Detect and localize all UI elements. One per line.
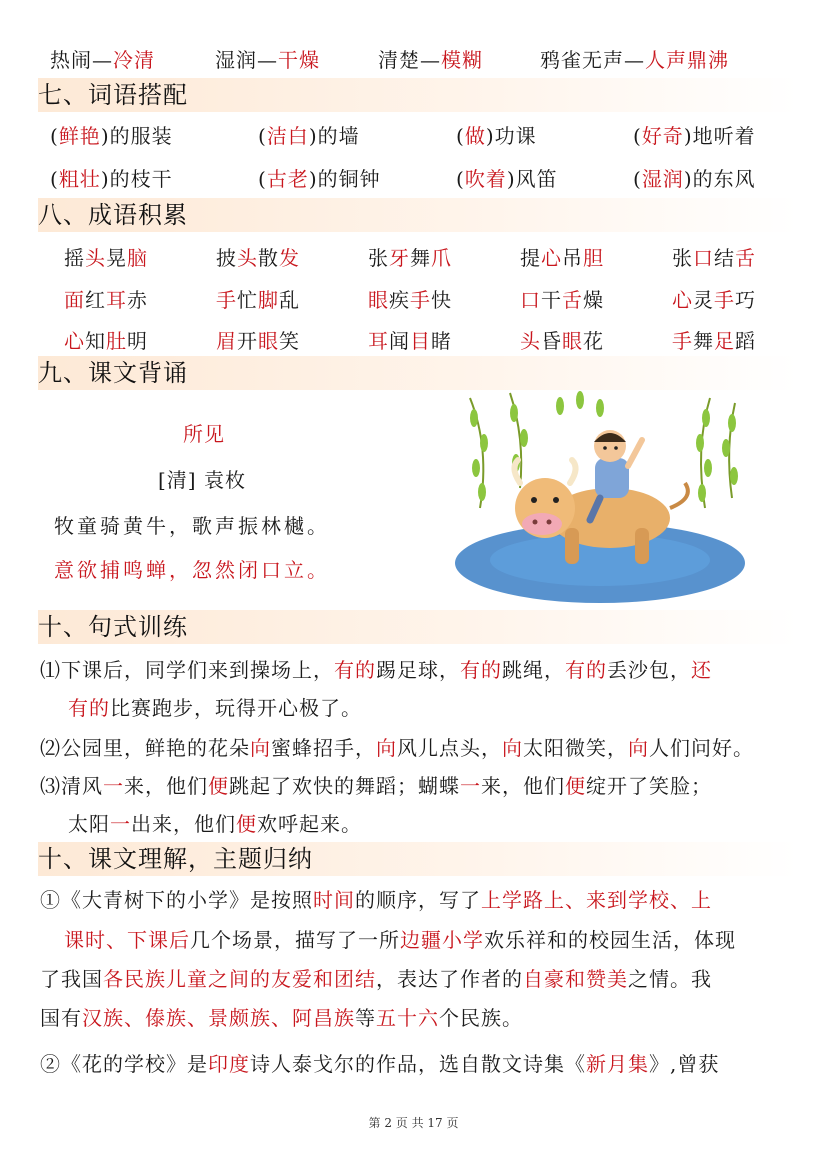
- antonym-pair: 热闹—冷清: [50, 48, 155, 72]
- idiom: 面红耳赤: [64, 288, 148, 312]
- boy-riding-ox-illustration: [450, 388, 750, 608]
- summary-paragraph-1-line: ①《大青树下的小学》是按照时间的顺序，写了上学路上、来到学校、上: [40, 888, 712, 912]
- idiom: 手舞足蹈: [672, 329, 756, 353]
- section-heading-recitation: 九、课文背诵: [38, 356, 798, 390]
- section-heading-sentence-training: 十、句式训练: [38, 610, 798, 644]
- idiom: 提心吊胆: [520, 246, 604, 270]
- idiom: 心知肚明: [64, 329, 148, 353]
- idiom: 张牙舞爪: [368, 246, 452, 270]
- summary-paragraph-1-line: 了我国各民族儿童之间的友爱和团结，表达了作者的自豪和赞美之情。我: [40, 967, 712, 991]
- section-heading-word-collocation: 七、词语搭配: [38, 78, 798, 112]
- antonym-pair: 清楚—模糊: [378, 48, 483, 72]
- idiom: 张口结舌: [672, 246, 756, 270]
- sentence-example-1-cont: 有的比赛跑步，玩得开心极了。: [68, 696, 362, 720]
- antonym-pair: 鸦雀无声—人声鼎沸: [540, 48, 729, 72]
- collocation-item: (洁白)的墙: [258, 124, 360, 148]
- section-heading-text-understanding: 十、课文理解，主题归纳: [38, 842, 798, 876]
- collocation-item: (好奇)地听着: [633, 124, 756, 148]
- idiom: 心灵手巧: [672, 288, 756, 312]
- idiom: 耳闻目睹: [368, 329, 452, 353]
- page-footer: 第 2 页 共 17 页: [368, 1116, 459, 1130]
- sentence-example-3-cont: 太阳一出来，他们便欢呼起来。: [68, 812, 362, 836]
- idiom: 眼疾手快: [368, 288, 452, 312]
- idiom: 摇头晃脑: [64, 246, 148, 270]
- summary-paragraph-1-line: 国有汉族、傣族、景颇族、阿昌族等五十六个民族。: [40, 1006, 523, 1030]
- idiom: 口干舌燥: [520, 288, 604, 312]
- collocation-item: (做)功课: [456, 124, 537, 148]
- sentence-example-2: ⑵公园里，鲜艳的花朵向蜜蜂招手，向风儿点头，向太阳微笑，向人们问好。: [40, 736, 754, 760]
- sentence-example-3: ⑶清风一来，他们便跳起了欢快的舞蹈；蝴蝶一来，他们便绽开了笑脸；: [40, 774, 712, 798]
- idiom: 手忙脚乱: [216, 288, 300, 312]
- idiom: 眉开眼笑: [216, 329, 300, 353]
- poem-line: 牧童骑黄牛，歌声振林樾。: [54, 514, 330, 538]
- summary-paragraph-2-line: ②《花的学校》是印度诗人泰戈尔的作品，选自散文诗集《新月集》,曾获: [40, 1052, 720, 1076]
- sentence-example-1: ⑴下课后，同学们来到操场上，有的踢足球，有的跳绳，有的丢沙包，还: [40, 658, 712, 682]
- idiom: 披头散发: [216, 246, 300, 270]
- collocation-item: (吹着)风笛: [456, 167, 558, 191]
- summary-paragraph-1-line: 课时、下课后几个场景，描写了一所边疆小学欢乐祥和的校园生活，体现: [64, 928, 736, 952]
- idiom: 头昏眼花: [520, 329, 604, 353]
- poem-title: 所见: [183, 422, 225, 446]
- section-heading-idioms: 八、成语积累: [38, 198, 798, 232]
- collocation-item: (粗壮)的枝干: [50, 167, 173, 191]
- antonym-pair: 湿润—干燥: [215, 48, 320, 72]
- poem-line: 意欲捕鸣蝉，忽然闭口立。: [54, 558, 330, 582]
- collocation-item: (鲜艳)的服装: [50, 124, 173, 148]
- collocation-item: (湿润)的东风: [633, 167, 756, 191]
- collocation-item: (古老)的铜钟: [258, 167, 381, 191]
- poem-author: [清] 袁枚: [158, 468, 246, 492]
